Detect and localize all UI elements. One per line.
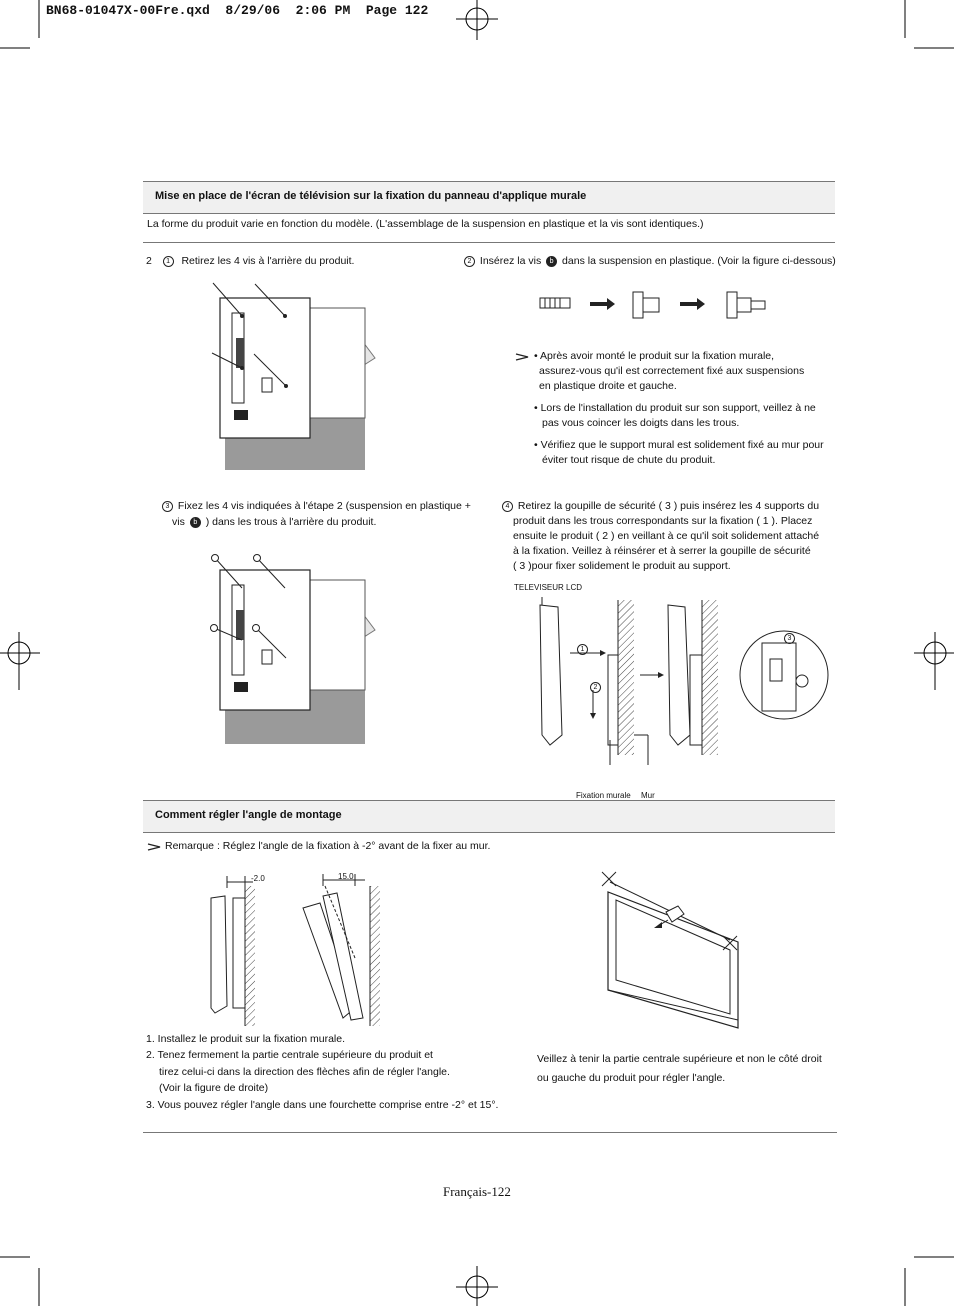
note-line: • Après avoir monté le produit sur la fixation murale, <box>534 350 775 362</box>
note-line: assurez-vous qu'il est correctement fixé aux suspensions <box>539 365 805 377</box>
section-title: Comment régler l'angle de montage <box>155 809 342 821</box>
marker-b: b <box>190 517 201 528</box>
label-bracket: Fixation murale <box>576 791 631 800</box>
step3-line-2: vis b ) dans les trous à l'arrière du produit. <box>172 516 377 528</box>
angle-step: (Voir la figure de droite) <box>159 1082 269 1094</box>
note-line: éviter tout risque de chute du produit. <box>542 454 716 466</box>
angle-label-max: 15.0 <box>338 872 354 881</box>
note-line: • Lors de l'installation du produit sur son support, veillez à ne <box>534 402 816 414</box>
step-number: 2 <box>146 255 152 267</box>
tv-tilt-figure <box>600 870 750 1030</box>
marker-1: 1 <box>163 256 174 267</box>
label-wall: Mur <box>641 791 655 800</box>
note-arrow-icon <box>516 353 530 361</box>
step4-line: ( 3 )pour fixer solidement le produit au support. <box>513 560 731 572</box>
divider <box>143 242 835 243</box>
step4-line: ensuite le produit ( 2 ) en veillant à ce qu'il soit solidement attaché <box>513 530 820 542</box>
angle-step: 2. Tenez fermement la partie centrale supérieure du produit et <box>146 1049 433 1061</box>
angle-step: 3. Vous pouvez régler l'angle dans une fourchette comprise entre -2° et 15°. <box>146 1099 499 1111</box>
label-tv: TELEVISEUR LCD <box>514 583 583 592</box>
note-line: • Vérifiez que le support mural est solidement fixé au mur pour <box>534 439 824 451</box>
step2-instruction-2a: Insérez la vis <box>479 255 542 267</box>
step2-sub-text <box>462 254 836 269</box>
step3-line-1: 3 Fixez les 4 vis indiquées à l'étape 2 (suspension en plastique + <box>160 499 471 514</box>
step2-text <box>146 254 354 269</box>
step4-line-1: 4 Retirez la goupille de sécurité ( 3 ) puis insérez les 4 supports du <box>500 499 819 514</box>
step4-line: produit dans les trous correspondants sur la fixation ( 1 ). Placez <box>513 515 813 527</box>
mounting-sequence-figure <box>530 595 830 770</box>
angle-label-min: -2.0 <box>251 874 265 883</box>
marker-b: b <box>546 256 557 267</box>
note-line: pas vous coincer les doigts dans les trous. <box>542 417 740 429</box>
step2-instruction-2b: dans la suspension en plastique. (Voir la figure ci-dessous) <box>562 255 836 267</box>
angle-step: 1. Installez le produit sur la fixation murale. <box>146 1033 346 1045</box>
marker-3: 3 <box>162 501 173 512</box>
figure-marker-2: 2 <box>590 682 601 693</box>
marker-4: 4 <box>502 501 513 512</box>
section-header-angle <box>143 800 835 833</box>
tv-back-figure-1 <box>210 278 370 473</box>
tv-back-figure-2 <box>210 550 370 745</box>
side-note: Veillez à tenir la partie centrale supérieure et non le côté droit <box>537 1053 822 1065</box>
angle-diagram-figure <box>205 868 395 1028</box>
side-note: ou gauche du produit pour régler l'angle. <box>537 1072 726 1084</box>
figure-marker-3: 3 <box>784 633 795 644</box>
step4-line: à la fixation. Veillez à réinsérer et à serrer la goupille de sécurité <box>513 545 811 557</box>
page-number: Français-122 <box>443 1184 511 1199</box>
note-arrow-icon <box>148 843 162 851</box>
note-line: en plastique droite et gauche. <box>539 380 677 392</box>
step2-instruction-1: Retirez les 4 vis à l'arrière du produit. <box>181 255 355 267</box>
file-header: BN68-01047X-00Fre.qxd 8/29/06 2:06 PM Page 122 <box>46 3 429 18</box>
figure-marker-1: 1 <box>577 644 588 655</box>
marker-2: 2 <box>464 256 475 267</box>
screw-assembly-figure <box>535 288 775 328</box>
remark-text: Remarque : Réglez l'angle de la fixation à -2° avant de la fixer au mur. <box>165 840 491 852</box>
intro-text: La forme du produit varie en fonction du modèle. (L'assemblage de la suspension en plastique et la vis sont identiques.) <box>147 218 704 230</box>
divider <box>143 1132 837 1133</box>
angle-step: tirez celui-ci dans la direction des flèches afin de régler l'angle. <box>159 1066 450 1078</box>
section-title: Mise en place de l'écran de télévision sur la fixation du panneau d'applique murale <box>155 190 587 202</box>
section-header-installation <box>143 181 835 214</box>
